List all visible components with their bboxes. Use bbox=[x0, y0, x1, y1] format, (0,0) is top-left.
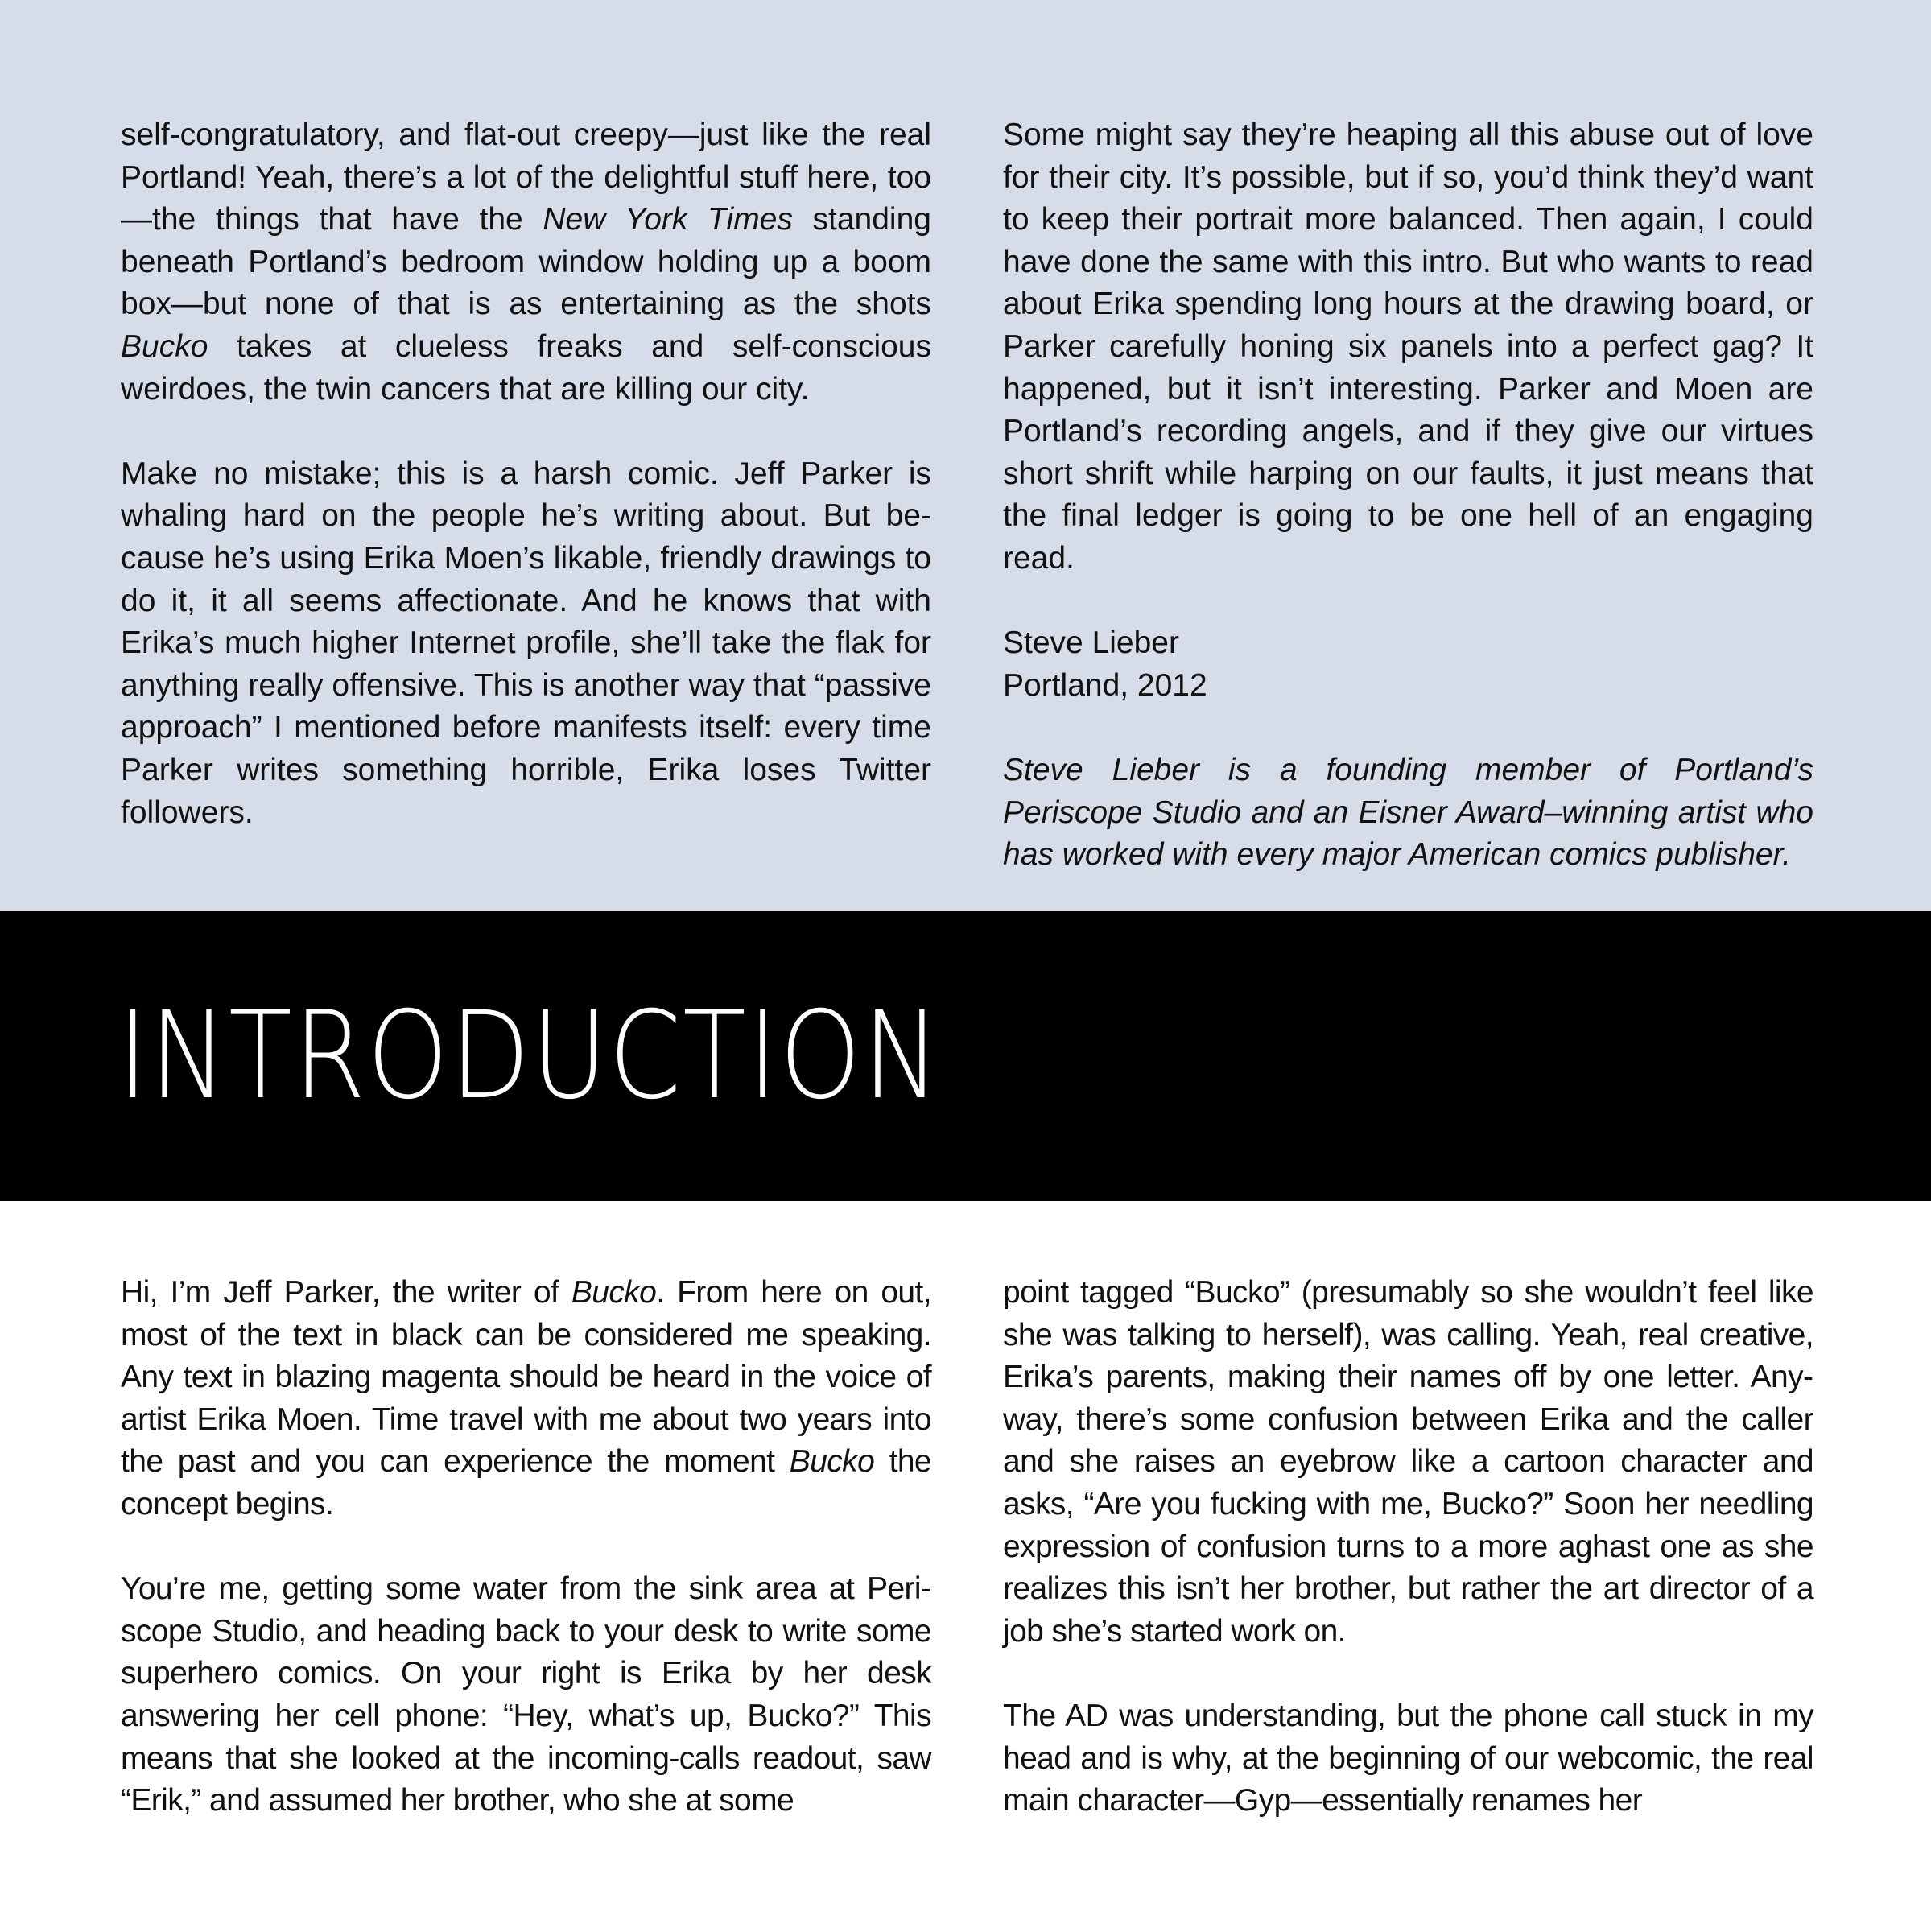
comic-title: Bucko bbox=[789, 1444, 875, 1480]
author-bio: Steve Lieber is a founding member of Portland’s Periscope Studio and an Eisner Award–winning artist who has worked with every major American comics publisher. bbox=[1003, 752, 1813, 873]
signature-place: Portland, 2012 bbox=[1003, 667, 1207, 703]
foreword-left-column bbox=[121, 114, 931, 834]
comic-title: Bucko bbox=[121, 328, 208, 364]
section-title: INTRODUCTION bbox=[118, 986, 942, 1126]
foreword-paragraph: Make no mistake; this is a harsh comic. Jeff Parker is whaling hard on the people he’s writing about. But because he’s using Erika Moen’s likable, friendly drawings to do it, it all seems affectionate. And he knows that with Erika’s much higher Internet profile, she’ll take the flak for anything really offensive. This is another way that “passive approach” I mentioned before manifests itself: every time Parker writes something horrible, Erika loses Twitter followers. bbox=[121, 456, 931, 830]
introduction-paragraph: You’re me, getting some water from the sink area at Periscope Studio, and heading back to your desk to write some superhero comics. On your right is Erika by her desk answering her cell phone: “Hey, what’s up, Bucko?” This means that she looked at the incoming-calls readout, saw “Erik,” and assumed her brother, who she at some bbox=[121, 1571, 931, 1818]
foreword-paragraph: self-congratulatory, and flat-out creepy—just like the real Portland! Yeah, there’s a lot of the delightful stuff here, too—the things that have the New York Times standing beneath Portland’s bedroom window holding up a boom box—but none of that is as entertaining as the shots Bucko takes at clueless freaks and self-conscious weirdoes, the twin cancers that are killing our city. bbox=[121, 118, 931, 407]
foreword-right-column bbox=[1003, 114, 1813, 877]
signature-name: Steve Lieber bbox=[1003, 625, 1179, 661]
comic-title: Bucko bbox=[571, 1275, 657, 1310]
foreword-paragraph: Some might say they’re heaping all this abuse out of love for their city. It’s possible, but if so, you’d think they’d want to keep their portrait more balanced. Then again, I could have done the same with this intro. But who wants to read about Erika spending long hours at the drawing board, or Parker carefully honing six panels into a perfect gag? It happened, but it isn’t interesting. Parker and Moen are Portland’s recording angels, and if they give our virtues short shrift while harping on our faults, it just means that the final ledger is going to be one hell of an engaging read. bbox=[1003, 118, 1813, 576]
introduction-paragraph: Hi, I’m Jeff Parker, the writer of Bucko. From here on out, most of the text in black can be considered me speaking. Any text in blazing magenta should be heard in the voice of artist Erika Moen. Time travel with me about two years into the past and you can experience the moment Bucko the concept begins. bbox=[121, 1275, 931, 1521]
introduction-paragraph: The AD was understanding, but the phone call stuck in my head and is why, at the beginning of our webcomic, the real main character—Gyp—essentially renames her bbox=[1003, 1698, 1813, 1818]
introduction-paragraph: point tagged “Bucko” (presumably so she wouldn’t feel like she was talking to herself), was calling. Yeah, real creative, Erika’s parents, making their names off by one letter. Anyway, there’s some confusion between Erika and the caller and she raises an eyebrow like a cartoon character and asks, “Are you fucking with me, Bucko?” Soon her needling expression of confusion turns to a more aghast one as she realizes this isn’t her brother, but rather the art director of a job she’s started work on. bbox=[1003, 1275, 1813, 1649]
introduction-right-column bbox=[1003, 1272, 1813, 1823]
publication-title: New York Times bbox=[543, 202, 793, 237]
introduction-left-column bbox=[121, 1272, 931, 1823]
